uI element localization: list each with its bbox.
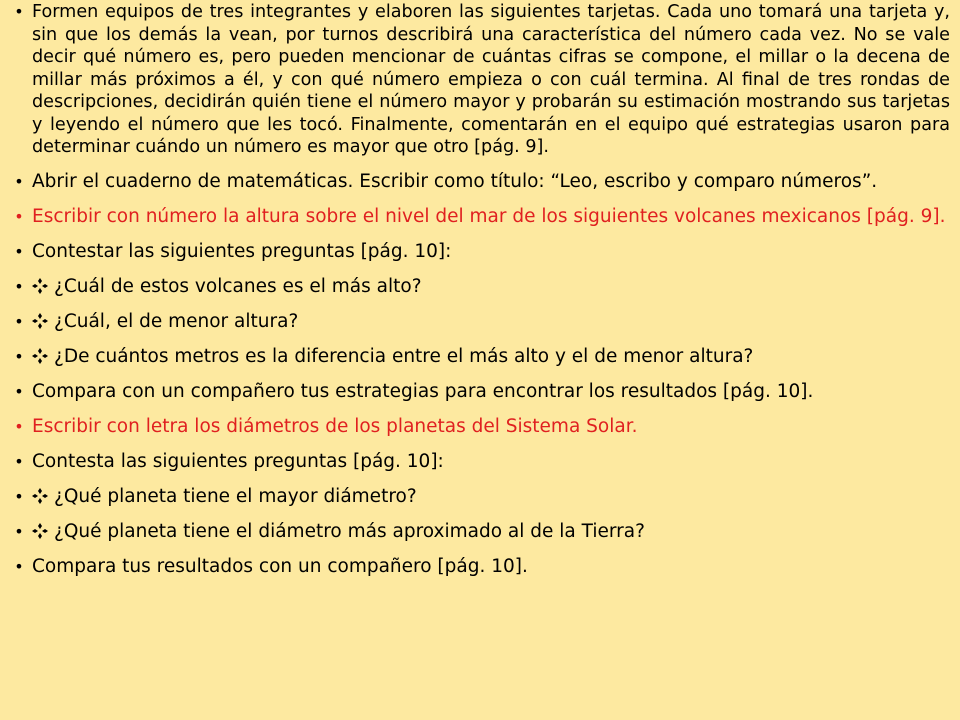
list-item	[10, 310, 950, 333]
list-item	[10, 555, 950, 578]
list-item	[10, 275, 950, 298]
round-bullet-icon: •	[14, 276, 24, 296]
round-bullet-icon: •	[14, 346, 24, 366]
item-text: Contesta las siguientes preguntas [pág. 10]:	[32, 450, 444, 472]
item-text: ¿Qué planeta tiene el diámetro más aproximado al de la Tierra?	[54, 520, 645, 542]
round-bullet-icon: •	[14, 521, 24, 541]
list-item	[10, 485, 950, 508]
round-bullet-icon: •	[14, 241, 24, 261]
item-text: Contestar las siguientes preguntas [pág. 10]:	[32, 240, 452, 262]
item-text: Compara tus resultados con un compañero [pág. 10].	[32, 555, 528, 577]
four-diamond-icon	[32, 278, 48, 294]
list-item	[10, 450, 950, 473]
round-bullet-icon: •	[14, 451, 24, 471]
four-diamond-icon	[32, 348, 48, 364]
list-item	[10, 170, 950, 193]
item-text: Escribir con número la altura sobre el nivel del mar de los siguientes volcanes mexicanos [pág. 9].	[32, 205, 946, 227]
round-bullet-icon: •	[14, 416, 24, 436]
round-bullet-icon: •	[14, 381, 24, 401]
item-text: ¿Cuál de estos volcanes es el más alto?	[54, 275, 422, 297]
four-diamond-icon	[32, 523, 48, 539]
round-bullet-icon: •	[14, 311, 24, 331]
round-bullet-icon: •	[14, 2, 24, 21]
list-item	[10, 345, 950, 368]
list-item-highlighted	[10, 415, 950, 438]
four-diamond-icon	[32, 313, 48, 329]
item-text: ¿Cuál, el de menor altura?	[54, 310, 299, 332]
round-bullet-icon: •	[14, 206, 24, 226]
round-bullet-icon: •	[14, 556, 24, 576]
bullet-list	[10, 1, 950, 578]
item-text: Abrir el cuaderno de matemáticas. Escribir como título: “Leo, escribo y comparo números”.	[32, 170, 878, 192]
round-bullet-icon: •	[14, 486, 24, 506]
list-item	[10, 520, 950, 543]
list-item-highlighted	[10, 205, 950, 228]
item-text: Formen equipos de tres integrantes y elaboren las siguientes tarjetas. Cada uno tomará una tarjeta y, sin que los demás la vean, por turnos describirá una característica del número cada vez. No se vale decir qué número es, pero pueden mencionar de cuántas cifras se compone, el millar o la decena de millar más próximos a él, y con qué número empieza o con cuál termina. Al final de tres rondas de descripciones, decidirán quién tiene el número mayor y probarán su estimación mostrando sus tarjetas y leyendo el número que les tocó. Finalmente, comentarán en el equipo qué estrategias usaron para determinar cuándo un número es mayor que otro [pág. 9].	[32, 2, 950, 157]
list-item	[10, 240, 950, 263]
item-text: ¿De cuántos metros es la diferencia entre el más alto y el de menor altura?	[54, 345, 754, 367]
item-text: Compara con un compañero tus estrategias para encontrar los resultados [pág. 10].	[32, 380, 814, 402]
item-text: ¿Qué planeta tiene el mayor diámetro?	[54, 485, 417, 507]
four-diamond-icon	[32, 488, 48, 504]
list-item	[10, 380, 950, 403]
round-bullet-icon: •	[14, 171, 24, 191]
item-text: Escribir con letra los diámetros de los planetas del Sistema Solar.	[32, 415, 638, 437]
list-item	[10, 1, 950, 159]
